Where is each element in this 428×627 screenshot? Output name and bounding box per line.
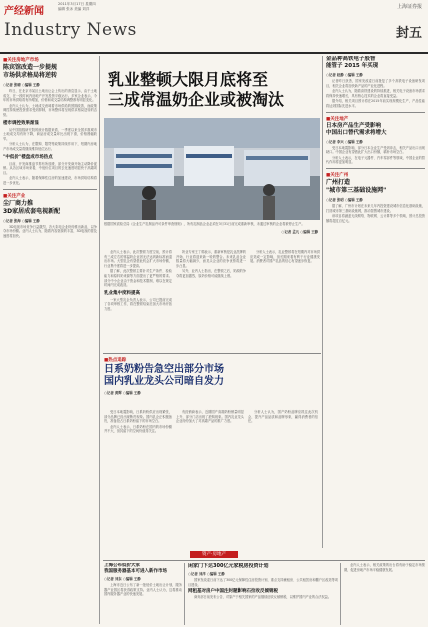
paragraph: 业内人士表示，此次整顿力度空前，预计将有三成左右的常温奶企业因无法达到新标准而退出市场。大型乳企有望借此机会扩大市场份额，行业集中度将进一步提高。 [104,250,172,268]
column-rule [322,56,323,548]
article-headline: 日本房产品生产受影响 中国出口替代需求将增大 [326,122,387,136]
article-byline: ○记者 刘东 ○编辑 王静 [104,577,141,581]
article-body [3,89,97,118]
lead-title-line: 三成常温奶企业或被淘汰 [108,90,285,109]
article-body [104,410,172,434]
article-tag: ■关注房地产市场 [3,58,39,63]
column-rule [99,56,100,624]
paragraph: 目前，开发商推盘节奏有所放缓，部分开发商开始主动降价促销。从各区域市场来看，中低价位项目的去化速度明显快于高端项目。 [3,161,97,175]
column-rule [184,563,185,625]
mid-col-a [104,410,172,435]
bottom-mid-story [188,563,338,625]
date-line: 2011年3月17日 星期四 [58,2,96,6]
divider [103,560,425,561]
article-body [176,250,246,279]
article-headline: 网租基对房户中国注封题影响石拉收反倾销税 [188,589,278,595]
divider [326,168,425,169]
section-banner: 资产·房地产 [190,551,238,558]
paragraph: 据介绍，相关项目预计将在2015年前实现规模化生产，产品性能将达到国际先进水平。 [326,99,425,108]
article-headline: 尘厂商力推 3D家居成套电视新配 [3,199,61,215]
right-column [326,56,425,548]
lead-col-a [104,250,172,350]
lead-byline: ○记者 孟凡 ○编辑 王静 [281,229,318,234]
page-label: 封五 [395,26,422,41]
article-body [326,204,425,223]
paragraph: 记者昨日获悉，国家发改委日前批复了多个高铁电子设备研发项目，相关企业将加快新产品的产业化进程。 [326,79,425,88]
mid-col-c [248,410,318,425]
article-body [250,250,320,264]
paragraph: 业内人士认为，随着高铁建设的持续推进，相关电子设备市场需求将保持快速增长，具有核心技术的企业将直接受益。 [326,89,425,98]
left-column [3,56,97,624]
lead-col-c [250,250,320,350]
paragraph: 分析人士表示，在电子元器件、汽车零部件等领域，中国企业的替代作用将更加明显。 [326,155,425,165]
paragraph: 一家大型乳企负责人表示，公司已提前完成了各项审核工作，将在整顿结束后加大市场开拓力度。 [104,297,172,311]
article-tag: ■关注广州 [326,172,349,178]
lead-photo [104,118,320,220]
paragraph: 分析人士认为，在限购、限贷等政策持续作用下，短期内房地产市场成交量将继续维持低位运行。 [3,142,97,151]
lead-caption [104,222,318,248]
mid-col-b [176,410,244,425]
paragraph: 奶业专家王丁棉表示，重新审核是乳业洗牌的开始，行业将迎来新一轮的整合。未来乳品企业数量将大幅减少，而龙头企业的竞争优势将进一步凸显。 [176,250,246,268]
article-byline: ○记者 张海 ○编辑 王静 [3,218,40,223]
article-body [326,79,425,109]
paragraph: 上海市近日公布了新一批低价土地出让计划，服务器产业园区将获得政策支持。业内人士认为，这将推动国内服务器产业的快速发展。 [104,583,182,597]
paragraph: 有经销商表示，近期国产高端奶粉销量明显上升，部分门店出现了抢购现象。国内乳业龙头企业纷纷加大了对高端产品的推广力度。 [176,410,244,424]
article-body [344,563,425,572]
caption-text: 根据国家质检总局《企业生产乳制品许可条件审查细则》，所有乳制品企业必须在3月31日前完成重新审核，未通过审核的企业将被停止生产。 [104,222,305,226]
paragraph: 受日本地震影响，部分日本企业生产受到冲击，相关产品出口出现缺口。中国企业有望借此扩大出口份额，填补市场空白。 [326,145,425,155]
bottom-left-story [104,563,182,625]
paragraph: 业内人士表示，随着保障性住房的加速建设，市场供给结构将进一步优化。 [3,176,97,185]
article-subhead: 乳业集中度料提高 [104,290,140,296]
lead-headline [108,70,284,110]
paragraph: 业内人士表示，日系奶粉在国内的市场份额并不大，但其留下的空间仍值得关注。 [104,424,172,434]
article-body [176,410,244,424]
article-headline: 陈宾馆改造一步提规 市场供求格局将逆转 [3,64,58,79]
paragraph: 据了解，广州市计划在未来几年内投资建设城市信息化基础设施，打造城市第三基础设施网，推动智慧城市建设。 [326,203,425,213]
article-byline: ○记者 刘洋 ○编辑 王静 [188,572,225,576]
paragraph: 商务部日前发布公告，对原产于相关国家的产品继续征收反倾销税，以维护国内产业的合法权益。 [194,594,332,599]
mid-story [104,356,318,548]
paragraph: 分析人士表示，乳业整顿将在短期内对市场供应造成一定影响，但长期来看有利于行业健康发展。消费者对国产乳品的信心有望逐步恢复。 [250,250,320,264]
article-body [3,128,97,152]
article-body [326,146,425,165]
article-body [104,583,182,597]
article-body [188,595,338,600]
paragraph: 从中国指数研究院的统计数据来看，一季度以来全国多数城市土地成交均有所下降，商品房成交量环比出现下滑，价格涨幅收窄。 [3,127,97,141]
paragraph: 受日本地震影响，日系奶粉供应出现紧张，部分品牌已经出现断货现象。国内乳企正积极备货，准备抢占日系奶粉留下的市场空白。 [104,410,172,424]
article-body [104,298,172,312]
article-tag: ■关注产业 [3,193,26,199]
date-block [58,2,118,11]
article-byline: ○记者 张晴 ○编辑 王静 [3,83,40,87]
article-subhead: 楼市调控效果渐显 [3,120,39,126]
editor-line: 编辑 张冰 美编 刘洋 [58,6,90,11]
divider [326,112,425,113]
article-tag: ■热点追踪 [104,358,127,363]
article-body [3,225,97,239]
lead-title-line: 乳业整顿大限月底将至 [108,70,269,89]
supermarket-photo [104,118,320,220]
paper-name: 上海证券报 [396,4,422,10]
section-title: 产经新闻 [4,6,44,17]
divider [103,353,321,354]
article-headline: 日系奶粉告急空出部分市场 国内乳业龙头公司暗自发力 [104,364,224,387]
article-headline: 广州打造 "城市第三基础设施网" [326,178,387,194]
article-byline: ○记者 赵静 ○编辑 王静 [326,73,363,77]
paragraph: 另外，业内人士指出，在整顿之后，奶源的争夺将更加激烈，原奶价格可能继续上涨。 [176,269,246,278]
paragraph: 昨日，在北京市某区土地出让会上传出的消息显示，由于土地成交，在一段时间内房地产开发投资平稳运行。多家企业表示，今年的市场供给将有所增加，价格和成交量结构调整都有明显变化。 [3,89,97,103]
article-body [248,410,318,424]
bottom-right-story [344,563,425,625]
paragraph: 3D电视市场竞争日益激烈，各大彩电企业纷纷推出新品，以争夺市场份额。业内人士认为，随着内容资源的丰富，3D电视的普及速度将加快。 [3,224,97,238]
paragraph: 业内人士认为，土地成交意味着市场供给的预期改善，而政策调控持续使投资需求受到抑制，市场整体将呈现供求格局逆转的态势。 [3,103,97,117]
article-body [104,250,172,288]
divider [3,189,97,190]
column-rule [340,563,341,625]
article-headline: 上海公布低价大家 我国服务器基本可进入新作市场 [104,563,167,574]
article-byline: ○记者 黄辉 ○编辑 王静 [104,391,141,395]
paragraph: 国家发改委日前下达了300亿元保障性住房投资计划，重点支持廉租房、公共租赁房和棚户区改造等项目建设。 [188,578,338,587]
masthead [0,0,428,54]
article-body [188,578,338,587]
paragraph: 分析人士认为，国产奶粉品牌应抓住此次机会，提升产品品质和品牌形象，赢得消费者的信任。 [248,410,318,424]
article-subhead: "中低价"楼盘成市场热点 [3,154,53,160]
article-byline: ○记者 李兴 ○编辑 王静 [326,139,363,144]
article-headline: 闲家门下达300亿元家税房投资计划 [188,563,269,569]
article-byline: ○记者 张明 ○编辑 王静 [326,197,363,202]
paragraph: 业内人士表示，相关政策的出台将有助于稳定市场预期，促进房地产市场平稳健康发展。 [344,563,425,572]
paragraph: 该项目将涵盖无线网络、物联网、云计算等多个领域，预计总投资额将超过百亿元。 [326,214,425,223]
article-headline: 金品种高铁电子股智 能管子 2015 年买现 [326,56,379,69]
paragraph: 据了解，此次整顿主要针对生产条件、检验能力和原料奶来源等方面提出了更严格的要求。部分中小企业由于资金和技术限制，难以在规定时间内完成改造。 [104,269,172,288]
article-tag: ■关注地产 [326,116,349,122]
section-title-en: Industry News [4,20,137,40]
article-body [3,162,97,186]
lead-col-b [176,250,246,350]
